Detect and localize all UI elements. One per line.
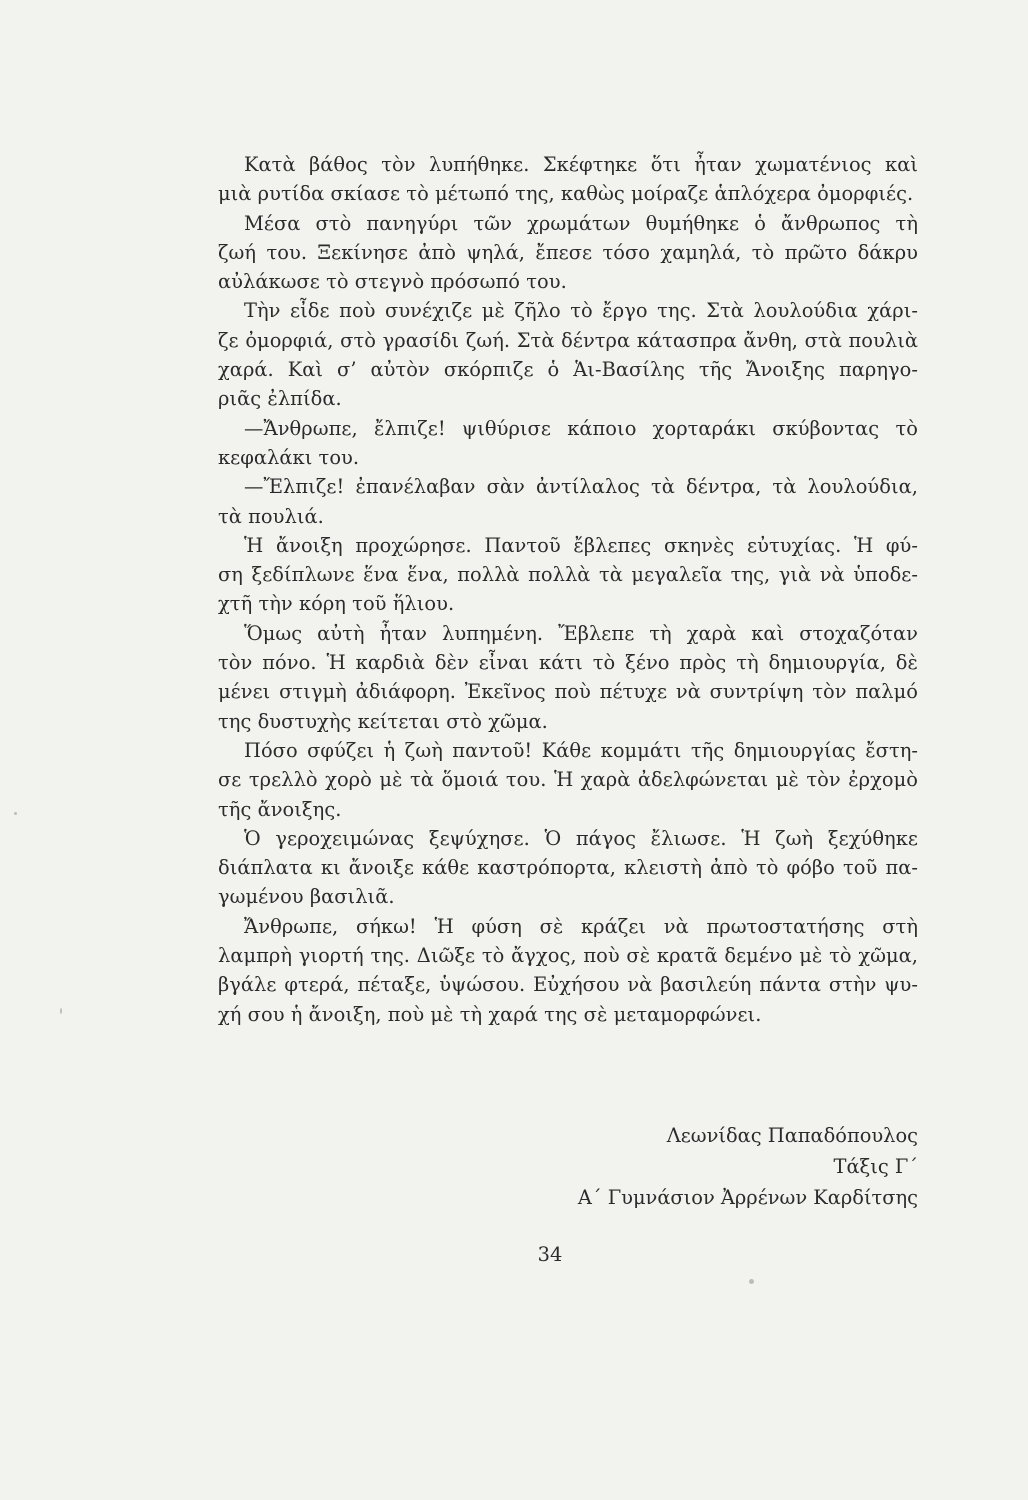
text-line: χή σου ἡ ἄνοιξη, ποὺ μὲ τὴ χαρά της σὲ μεταμορφώνει. [218,1002,762,1026]
author-name: Λεωνίδας Παπαδόπουλος [666,1124,918,1147]
text-line: διάπλατα κι ἄνοιξε κάθε καστρόπορτα, κλειστὴ ἀπὸ τὸ φόβο τοῦ πα- [218,856,918,880]
paragraph [218,296,918,413]
paragraph [218,209,918,297]
text-line: Ὅμως αὐτὴ ἦταν λυπημένη. Ἔβλεπε τὴ χαρὰ καὶ στοχαζόταν [244,621,918,645]
text-line: Ὁ γεροχειμώνας ξεψύχησε. Ὁ πάγος ἔλιωσε. Ἡ ζωὴ ξεχύθηκε [244,826,918,850]
text-line: μιὰ ρυτίδα σκίασε τὸ μέτωπό της, καθὼς μοίραζε ἁπλόχερα ὀμορφιές. [218,182,914,206]
text-line: Τὴν εἶδε ποὺ συνέχιζε μὲ ζῆλο τὸ ἔργο της. Στὰ λουλούδια χάρι- [244,299,918,323]
paragraph [218,414,918,473]
text-line: Ἡ ἄνοιξη προχώρησε. Παντοῦ ἔβλεπες σκηνὲς εὐτυχίας. Ἡ φύ- [244,533,918,557]
paragraph [218,736,918,824]
school-name: Α΄ Γυμνάσιον Ἀρρένων Καρδίτσης [577,1186,918,1209]
text-line: χτῆ τὴν κόρη τοῦ ἥλιου. [218,592,455,616]
text-line: αὐλάκωσε τὸ στεγνὸ πρόσωπό του. [218,270,567,294]
text-line: βγάλε φτερά, πέταξε, ὑψώσου. Εὐχήσου νὰ βασιλεύη πάντα στὴν ψυ- [218,973,918,997]
text-line: Πόσο σφύζει ἡ ζωὴ παντοῦ! Κάθε κομμάτι τῆς δημιουργίας ἔστη- [244,738,918,762]
text-line: ριᾶς ἐλπίδα. [218,387,342,411]
scan-speck [749,1279,754,1284]
text-line: ση ξεδίπλωνε ἕνα ἕνα, πολλὰ πολλὰ τὰ μεγαλεῖα της, γιὰ νὰ ὑποδε- [218,563,918,587]
paragraph [218,150,918,209]
text-line: Κατὰ βάθος τὸν λυπήθηκε. Σκέφτηκε ὅτι ἦταν χωματένιος καὶ [244,153,918,176]
text-line: τὸν πόνο. Ἡ καρδιὰ δὲν εἶναι κάτι τὸ ξένο πρὸς τὴ δημιουργία, δὲ [218,651,918,675]
paragraph [218,531,918,619]
text-line: λαμπρὴ γιορτή της. Διῶξε τὸ ἄγχος, ποὺ σὲ κρατᾶ δεμένο μὲ τὸ χῶμα, [218,944,918,968]
text-line: της δυστυχὴς κείτεται στὸ χῶμα. [218,709,548,733]
paragraph [218,912,918,1029]
text-line: σε τρελλὸ χορὸ μὲ τὰ ὅμοιά του. Ἡ χαρὰ ἀδελφώνεται μὲ τὸν ἐρχομὸ [218,768,918,792]
text-line: ζε ὀμορφιά, στὸ γρασίδι ζωή. Στὰ δέντρα κάτασπρα ἄνθη, στὰ πουλιὰ [218,328,918,352]
text-line: τῆς ἄνοιξης. [218,797,342,821]
text-line: Μέσα στὸ πανηγύρι τῶν χρωμάτων θυμήθηκε ὁ ἄνθρωπος τὴ [244,211,918,235]
paragraph [218,619,918,736]
signature-block [578,1120,918,1213]
text-line: γωμένου βασιλιᾶ. [218,885,395,909]
scan-speck [14,812,17,815]
essay-body [218,150,918,1029]
text-line: Ἄνθρωπε, σήκω! Ἡ φύση σὲ κράζει νὰ πρωτοστατήσης στὴ [244,914,918,938]
text-line: —Ἔλπιζε! ἐπανέλαβαν σὰν ἀντίλαλος τὰ δέντρα, τὰ λουλούδια, [244,475,918,499]
text-line: τὰ πουλιά. [218,504,324,528]
class-label: Τάξις Γ΄ [833,1155,918,1178]
paragraph [218,824,918,912]
text-line: χαρά. Καὶ σ’ αὐτὸν σκόρπιζε ὁ Ἁι-Βασίλης τῆς Ἄνοιξης παρηγο- [218,358,918,382]
page-number: 34 [537,1243,563,1266]
paragraph [218,472,918,531]
text-line: —Ἄνθρωπε, ἔλπιζε! ψιθύρισε κάποιο χορταράκι σκύβοντας τὸ [244,416,918,440]
text-line: κεφαλάκι του. [218,445,360,469]
text-line: ζωή του. Ξεκίνησε ἀπὸ ψηλά, ἔπεσε τόσο χαμηλά, τὸ πρῶτο δάκρυ [218,240,918,264]
scan-speck [60,1008,62,1014]
text-line: μένει στιγμὴ ἀδιάφορη. Ἐκεῖνος ποὺ πέτυχε νὰ συντρίψη τὸν παλμό [218,680,918,704]
